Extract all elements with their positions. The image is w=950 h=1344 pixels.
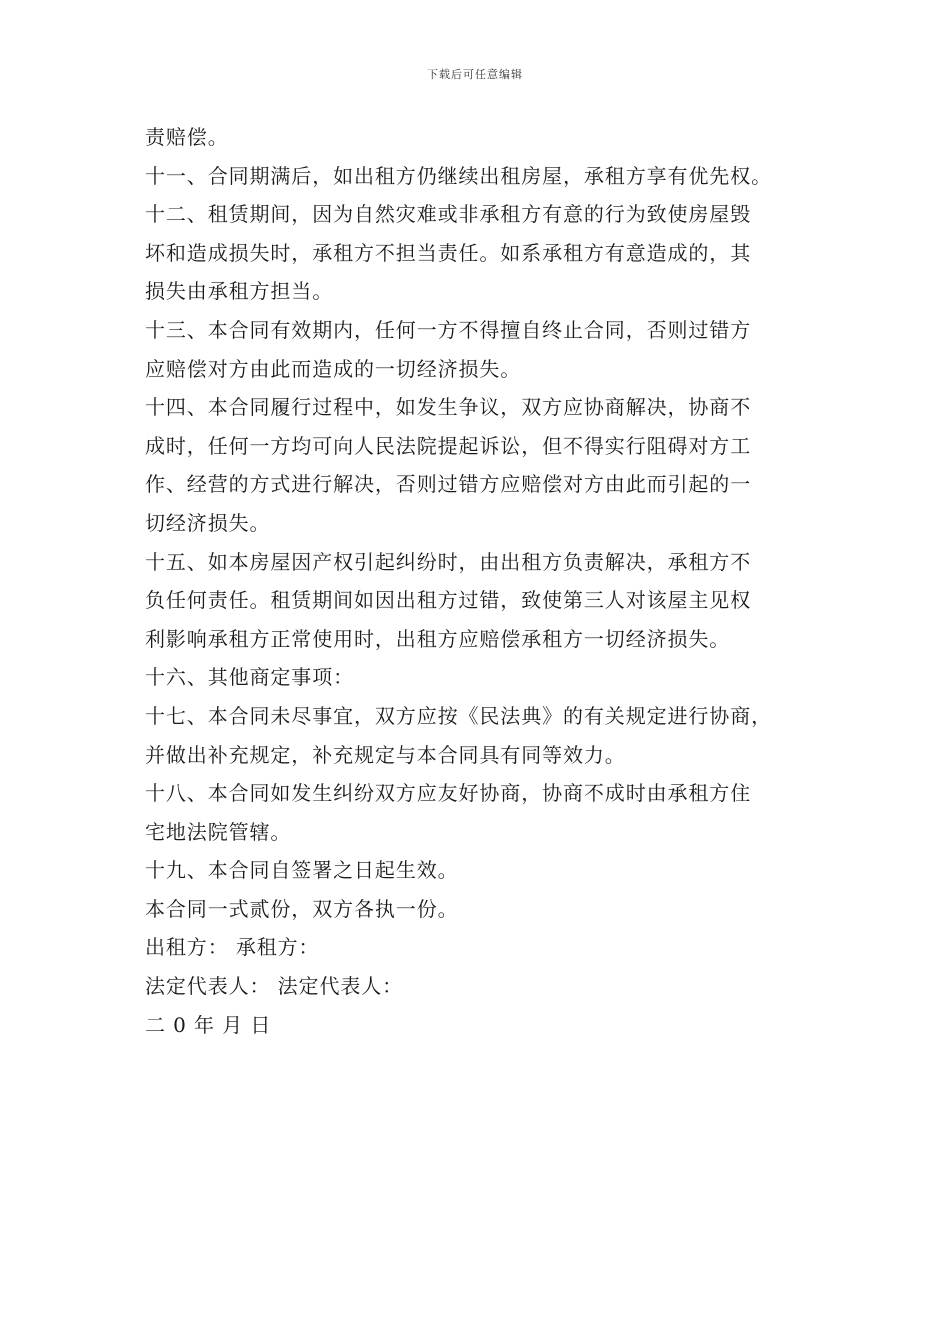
text-line: 宅地法院管辖。: [145, 819, 292, 844]
page-header: 下载后可任意编辑: [427, 68, 523, 81]
text-line: 坏和造成损失时，承租方不担当责任。如系承租方有意造成的，其: [145, 240, 752, 265]
text-line: 作、经营的方式进行解决，否则过错方应赔偿对方由此而引起的一: [145, 472, 752, 497]
text-line: 利影响承租方正常使用时，出租方应赔偿承租方一切经济损失。: [145, 626, 731, 651]
clause-19: 十九、本合同自签署之日起生效。: [145, 858, 459, 883]
clause-18: 十八、本合同如发生纠纷双方应友好协商，协商不成时由承租方住: [145, 781, 752, 806]
clause-13: 十三、本合同有效期内，任何一方不得擅自终止合同，否则过错方: [145, 317, 752, 342]
clause-11: 十一、合同期满后，如出租方仍继续出租房屋，承租方享有优先权。: [145, 163, 772, 188]
text-line: 切经济损失。: [145, 510, 271, 535]
text-line: 责赔偿。: [145, 125, 229, 149]
clause-12: 十二、租赁期间，因为自然灾难或非承租方有意的行为致使房屋毁: [145, 202, 752, 227]
text-line: 应赔偿对方由此而造成的一切经济损失。: [145, 356, 522, 381]
signature-date: 二 0 年 月 日: [145, 1012, 272, 1037]
clause-16: 十六、其他商定事项：: [145, 665, 354, 690]
clause-15: 十五、如本房屋因产权引起纠纷时，由出租方负责解决，承租方不: [145, 549, 752, 574]
clause-17: 十七、本合同未尽事宜，双方应按《民法典》的有关规定进行协商，: [145, 703, 772, 728]
text-line: 损失由承租方担当。: [145, 279, 334, 304]
signature-representatives: 法定代表人： 法定代表人：: [145, 974, 404, 999]
signature-parties: 出租方： 承租方：: [145, 935, 320, 960]
text-line: 成时，任何一方均可向人民法院提起诉讼，但不得实行阻碍对方工: [145, 433, 752, 458]
copies-statement: 本合同一式贰份，双方各执一份。: [145, 896, 459, 921]
document-body: [145, 118, 825, 1044]
text-line: 负任何责任。租赁期间如因出租方过错，致使第三人对该屋主见权: [145, 588, 752, 613]
text-line: 并做出补充规定，补充规定与本合同具有同等效力。: [145, 742, 626, 767]
clause-14: 十四、本合同履行过程中，如发生争议，双方应协商解决，协商不: [145, 395, 752, 420]
